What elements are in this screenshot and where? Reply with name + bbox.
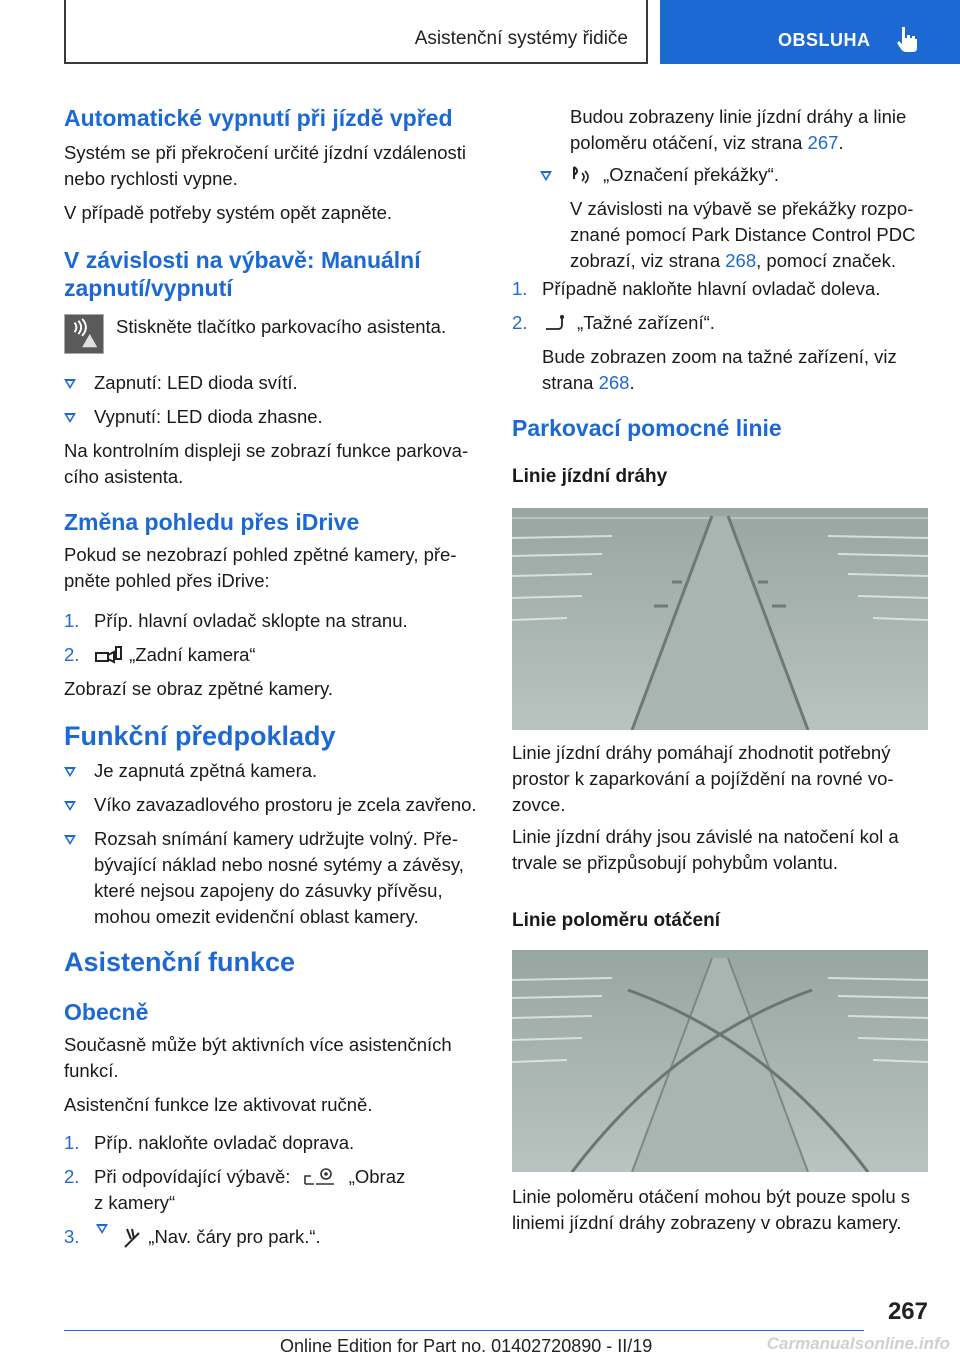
step-number: 2.: [512, 312, 528, 333]
parking-lines-icon: [121, 1227, 143, 1249]
text: poloměru otáčení, viz strana: [570, 132, 808, 153]
step-text: „Tažné zařízení“.: [577, 312, 715, 333]
paragraph-line: Linie jízdní dráhy pomáhají zhodnotit potřebný: [512, 742, 891, 763]
step-number: 1.: [64, 1132, 80, 1153]
section-assist: [64, 946, 478, 1250]
text: zobrazí, viz strana: [570, 250, 726, 271]
list-item-text: Rozsah snímání kamery udržujte volný. Pře‐: [94, 828, 458, 849]
step-item: [512, 276, 928, 302]
bullet-triangle-icon: [96, 1224, 108, 1234]
step-text: „Zadní kamera“: [129, 644, 256, 665]
chapter-tab-label: OBSLUHA: [778, 30, 871, 50]
list-item-text: Vypnutí: LED dioda zhasne.: [94, 406, 323, 427]
bullet-triangle-icon: [540, 171, 552, 181]
obstacle-item: [540, 162, 930, 274]
step-text: Při odpovídající výbavě:: [94, 1166, 291, 1187]
page-number: 267: [887, 1298, 928, 1325]
obstacle-marking-icon: [570, 165, 592, 187]
header-frame: [64, 0, 648, 64]
paragraph-line: trvale se přizpůsobují pohybům volantu.: [512, 852, 838, 873]
step-item: [64, 1130, 478, 1156]
list-item-text: mohou omezit evidenční oblast kamery.: [94, 906, 419, 927]
page-link-268[interactable]: 268: [725, 250, 757, 271]
section-prereq: [64, 720, 478, 930]
turning-description: [512, 1184, 928, 1236]
list-item-text: Je zapnutá zpětná kamera.: [94, 760, 318, 781]
section-title: Asistenční systémy řidiče: [414, 28, 628, 49]
subheading-general: Obecně: [64, 999, 149, 1025]
rear-camera-icon: [94, 645, 124, 667]
list-item-text: které nejsou zapojeny do zásuvky přívěsu,: [94, 880, 443, 901]
paragraph-line: Linie poloměru otáčení mohou být pouze spolu s: [512, 1186, 911, 1207]
turning-radius-image: [512, 950, 928, 1172]
watermark-logo: Carmanualsonline.info: [766, 1334, 950, 1353]
page-link-268[interactable]: 268: [598, 372, 630, 393]
chapter-tab[interactable]: [660, 0, 960, 64]
step-text: „Obraz: [348, 1166, 406, 1187]
park-assist-button-icon: [64, 314, 104, 354]
bullet-triangle-icon: [64, 767, 76, 777]
step-text: „Nav. čáry pro park.“.: [148, 1226, 321, 1248]
text: .: [629, 372, 635, 393]
paragraph-line: funkcí.: [64, 1060, 119, 1081]
step-number: 1.: [64, 610, 80, 631]
tow-hitch-icon: [542, 313, 568, 335]
heading-manual-line1: V závislosti na výbavě: Manuální: [64, 247, 421, 273]
section-idrive: [64, 508, 478, 702]
paragraph-line: cího asistenta.: [64, 466, 184, 487]
paragraph-line: znané pomocí Park Distance Control PDC: [570, 224, 916, 245]
lane-lines-image: [512, 508, 928, 730]
heading-auto-off: Automatické vypnutí při jízdě vpřed: [64, 105, 453, 131]
text: , pomocí značek.: [756, 250, 896, 271]
bullet-triangle-icon: [64, 835, 76, 845]
hand-pointer-icon: [893, 24, 923, 54]
page-link-267[interactable]: 267: [807, 132, 839, 153]
lane-description: [512, 740, 928, 876]
list-item: [64, 404, 478, 430]
step-item: [64, 1164, 478, 1216]
step-description: [542, 370, 928, 396]
paragraph-line: [570, 248, 930, 274]
paragraph-line: liniemi jízdní dráhy zobrazeny v obrazu kamery.: [512, 1212, 902, 1233]
paragraph: Asistenční funkce lze aktivovat ručně.: [64, 1094, 373, 1115]
section-parking-guides: [512, 414, 928, 490]
text: strana: [542, 372, 599, 393]
park-button-row: [64, 314, 478, 358]
bullet-triangle-icon: [64, 413, 76, 423]
park-button-text: Stiskněte tlačítko parkovacího asistenta.: [116, 316, 447, 337]
step-description: Bude zobrazen zoom na tažné zařízení, viz: [542, 346, 897, 367]
step-item: [64, 608, 478, 634]
bullet-triangle-icon: [64, 379, 76, 389]
list-item: [64, 826, 478, 930]
list-item: [540, 162, 930, 188]
paragraph-line: Budou zobrazeny linie jízdní dráhy a linie: [570, 106, 907, 127]
list-item-text: bývající náklad nebo nosné sytémy a závěsy,: [94, 854, 464, 875]
bullet-triangle-icon: [64, 801, 76, 811]
text: .: [838, 132, 844, 153]
edition-note: Online Edition for Part no. 01402720890 - II/19: [280, 1336, 653, 1356]
list-item: [64, 370, 478, 396]
obstacle-description: [540, 196, 930, 274]
footer-divider: [64, 1330, 864, 1331]
continuation-text: [570, 104, 930, 156]
paragraph-line: V závislosti na výbavě se překážky rozpo‐: [570, 198, 914, 219]
list-item-text: Víko zavazadlového prostoru je zcela zavřeno.: [94, 794, 477, 815]
step-text: Příp. nakloňte ovladač doprava.: [94, 1132, 355, 1153]
section-auto-off: [64, 104, 478, 226]
paragraph: V případě potřeby systém opět zapněte.: [64, 202, 393, 223]
paragraph-line: Na kontrolním displeji se zobrazí funkce parkova‐: [64, 440, 469, 461]
list-item: [64, 758, 478, 784]
subheading-lane: Linie jízdní dráhy: [512, 466, 668, 487]
list-item: [64, 792, 478, 818]
step-number: 2.: [64, 644, 80, 665]
heading-prereq: Funkční předpoklady: [64, 721, 336, 751]
paragraph-line: zovce.: [512, 794, 566, 815]
heading-parking-guides: Parkovací pomocné linie: [512, 415, 782, 441]
manual-bullets: [64, 370, 478, 490]
heading-idrive: Změna pohledu přes iDrive: [64, 509, 360, 535]
paragraph-line: prostor k zaparkování a pojíždění na rovné vo‐: [512, 768, 894, 789]
paragraph-line: Pokud se nezobrazí pohled zpětné kamery, pře‐: [64, 544, 457, 565]
step-number: 3.: [64, 1226, 80, 1248]
right-steps: [512, 276, 928, 396]
paragraph: Zobrazí se obraz zpětné kamery.: [64, 678, 334, 699]
step-item: [512, 310, 928, 396]
list-item-text: Zapnutí: LED dioda svítí.: [94, 372, 298, 393]
step-text: Příp. hlavní ovladač sklopte na stranu.: [94, 610, 408, 631]
step-item: [64, 1224, 478, 1250]
list-item-text: „Označení překážky“.: [603, 164, 779, 185]
paragraph-line: [570, 130, 930, 156]
section-manual: [64, 246, 478, 302]
step-number: 1.: [512, 278, 528, 299]
step-item: [64, 642, 478, 668]
heading-assist: Asistenční funkce: [64, 947, 296, 977]
paragraph-line: pněte pohled přes iDrive:: [64, 570, 270, 591]
heading-manual-line2: zapnutí/vypnutí: [64, 275, 233, 301]
paragraph-line: Linie jízdní dráhy jsou závislé na natočení kol a: [512, 826, 899, 847]
step-text: Případně nakloňte hlavní ovladač doleva.: [542, 278, 881, 299]
step-text: z kamery“: [94, 1192, 176, 1214]
camera-image-icon: [302, 1166, 338, 1190]
step-number: 2.: [64, 1166, 80, 1187]
paragraph: Systém se při překročení určité jízdní vzdálenosti nebo rychlosti vypne.: [64, 142, 467, 189]
paragraph-line: Současně může být aktivních více asistenčních: [64, 1034, 452, 1055]
subheading-turning: Linie poloměru otáčení: [512, 910, 720, 931]
